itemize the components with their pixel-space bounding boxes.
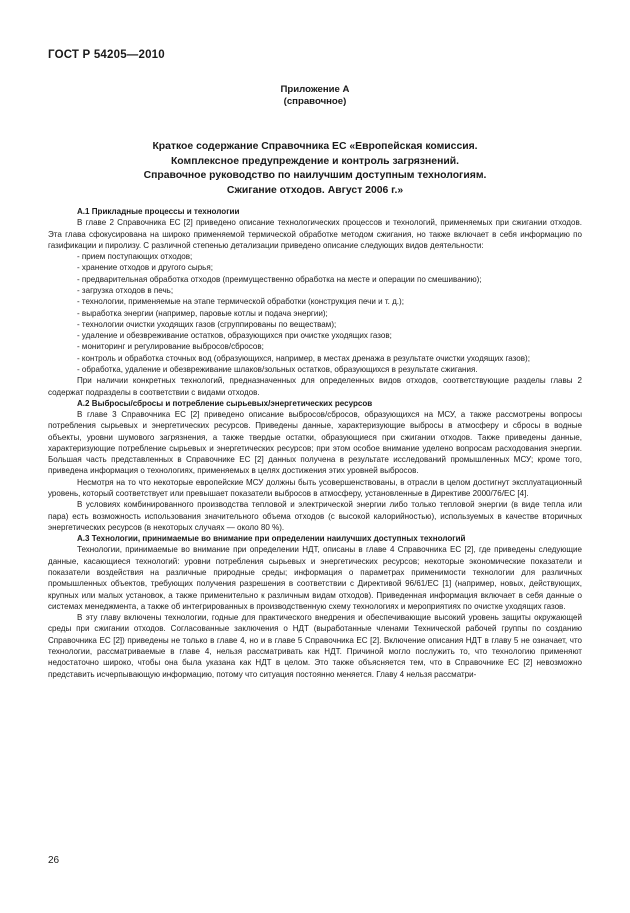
- list-item: - выработка энергии (например, паровые котлы и подача энергии);: [77, 308, 328, 318]
- title-line: Комплексное предупреждение и контроль загрязнений.: [170, 155, 460, 167]
- paragraph: Технологии, принимаемые во внимание при определении НДТ, описаны в главе 4 Справочника ЕС [2], где приведены следующие данные, касающиеся технологий: уровни потребления сырьевых и энергетических ресурсов; некоторые экономические показатели и показатели воздействия на различные природные среды; информация о параметрах применимости технологии для различных промышленных объектов, требующих получения разрешения в соответствии с Директивой 96/61/ЕС [1] (например, новых, действующих, крупных или малых установок, а также применительно к различным видам отходов). Приведенная информация включает в себя данные о системах менеджмента, а также об интегрированных в производственную схему технологиях и мероприятиях по очистке уходящих газов.: [48, 545, 582, 611]
- list-item: - обработка, удаление и обезвреживание шлаков/зольных остатков, образующихся в результате сжигания.: [77, 364, 478, 374]
- title-line: Сжигание отходов. Август 2006 г.»: [226, 184, 404, 196]
- annex-title: Приложение А: [280, 84, 350, 95]
- list-item: - мониторинг и регулирование выбросов/сбросов;: [77, 342, 264, 352]
- document-title: [0, 140, 630, 198]
- paragraph: Несмотря на то что некоторые европейские МСУ должны быть усовершенствованы, в отрасли в целом достигнут эксплуатационный уровень, который соответствует или превышает показатели выбросов в атмосферу, установленные в Директиве 2000/76/ЕС [4].: [48, 477, 582, 499]
- list-item: - контроль и обработка сточных вод (образующихся, например, в местах дренажа в результате очистки уходящих газов);: [77, 353, 530, 363]
- annex-label: [0, 84, 630, 108]
- list-item: - прием поступающих отходов;: [77, 252, 193, 262]
- list-item: - удаление и обезвреживание остатков, образующихся при очистке уходящих газов;: [77, 331, 392, 341]
- title-line: Краткое содержание Справочника ЕС «Европейская комиссия.: [152, 141, 478, 152]
- page-number: 26: [48, 855, 60, 866]
- list-item: - загрузка отходов в печь;: [77, 285, 174, 295]
- list-item: - предварительная обработка отходов (преимущественно обработка на месте и операции по смешиванию);: [77, 274, 482, 284]
- list-item: - хранение отходов и другого сырья;: [77, 263, 213, 273]
- paragraph: В эту главу включены технологии, годные для практического внедрения и обеспечивающие высокий уровень защиты окружающей среды при сжигании отходов. Согласованные заключения о НДТ (выработанные членами Технической рабочей группы по созданию Справочника ЕС [2]) приведены не только в главе 4, но и в главе 5 Справочника ЕС [2]. Включение описания НДТ в главу 5 не означает, что технологии, рассматриваемые в главе 4, нельзя рассматривать как НДТ. Причиной могло послужить то, что технологию применяют недостаточно широко, чтобы она была указана как НДТ в целом. Это также объясняется тем, что в Справочнике ЕС [2] невозможно представить исчерпывающую информацию, потому что ситуация постоянно меняется. Главу 4 нельзя рассматри-: [48, 613, 582, 679]
- document-body: [48, 206, 582, 680]
- list-item: - технологии, применяемые на этапе термической обработки (конструкция печи и т. д.);: [77, 297, 404, 307]
- standard-number: ГОСТ Р 54205—2010: [48, 49, 165, 61]
- section-heading-a3: А.3 Технологии, принимаемые во внимание при определении наилучших доступных технологий: [77, 534, 466, 544]
- list-item: - технологии очистки уходящих газов (сгруппированы по веществам);: [77, 319, 337, 329]
- section-heading-a2: А.2 Выбросы/сбросы и потребление сырьевых/энергетических ресурсов: [77, 398, 373, 408]
- paragraph: В условиях комбинированного производства тепловой и электрической энергии либо только тепловой энергии (в виде тепла или пара) есть возможность использования значительного объема отходов (с высокой калорийностью), используемых в качестве вторичных энергетических ресурсов (в некоторых случаях — около 80 %).: [48, 500, 582, 532]
- annex-status: (справочное): [283, 96, 347, 107]
- title-line: Справочное руководство по наилучшим доступным технологиям.: [143, 170, 487, 182]
- paragraph: В главе 2 Справочника ЕС [2] приведено описание технологических процессов и технологий, применяемых при сжигании отходов. Эта глава сфокусирована на широко применяемой термической обработке методом сжигания, но также включает в себя информацию по газификации и пиролизу. С различной степенью детализации приведено описание следующих видов деятельности:: [48, 218, 582, 250]
- paragraph: В главе 3 Справочника ЕС [2] приведено описание выбросов/сбросов, образующихся на МСУ, а также рассмотрены вопросы потребления сырьевых и энергетических ресурсов. Приведены данные, характеризующие выбросы в атмосферу и сбросы в водные объекты, уровни шумового загрязнения, а также твердые остатки, образующиеся при сжигании отходов. Также приведены данные, характеризующие потребление сырьевых и энергетических ресурсов; при этом особое внимание уделено вопросам расходования энергии. Большая часть представленных в Справочнике ЕС [2] данных получена в результате исследований промышленных МСУ; кроме того, приведена информация о технологиях, применяемых в целях достижения этих уровней выбросов.: [48, 410, 582, 476]
- paragraph: При наличии конкретных технологий, предназначенных для определенных видов отходов, соответствующие разделы главы 2 содержат подразделы в соответствии с видами отходов.: [48, 376, 582, 397]
- section-heading-a1: А.1 Прикладные процессы и технологии: [77, 207, 240, 216]
